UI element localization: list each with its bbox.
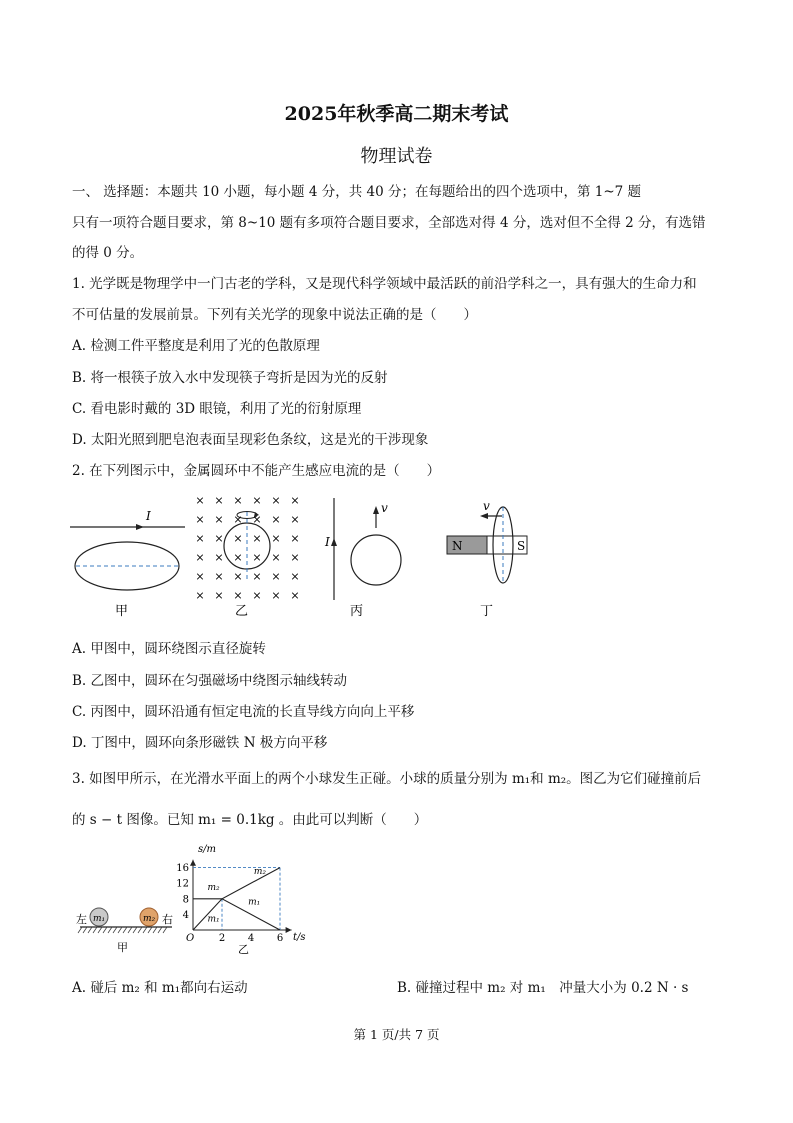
field-cross: × bbox=[290, 513, 300, 526]
series-label: m₂ bbox=[253, 866, 267, 877]
q3-figure-jia bbox=[76, 908, 173, 954]
q2-option-d: D. 丁图中，圆环向条形磁铁 N 极方向平移 bbox=[72, 735, 328, 751]
series-line-2 bbox=[193, 868, 280, 899]
velocity-label: v bbox=[381, 501, 388, 515]
q1-stem-line-2: 不可估量的发展前景。下列有关光学的现象中说法正确的是（ ） bbox=[72, 307, 477, 323]
field-cross: × bbox=[290, 551, 300, 564]
exam-title: 2025年秋季高二期末考试 bbox=[284, 103, 509, 125]
field-cross: × bbox=[195, 551, 205, 564]
current-label: I bbox=[146, 509, 151, 523]
field-cross: × bbox=[271, 494, 281, 507]
q3-option-a: A. 碰后 m₂ 和 m₁都向右运动 bbox=[72, 980, 248, 996]
q3-option-b: B. 碰撞过程中 m₂ 对 m₁ 冲量大小为 0.2 N · s bbox=[397, 980, 689, 996]
magnet-n-label: N bbox=[452, 539, 463, 553]
section-intro-line-1: 一、 选择题：本题共 10 小题，每小题 4 分，共 40 分；在每题给出的四个选项中，第 1~7 题 bbox=[72, 184, 642, 200]
right-label: 右 bbox=[162, 913, 173, 926]
ring-velocity-label: v bbox=[483, 499, 490, 513]
field-cross: × bbox=[233, 513, 243, 526]
field-cross: × bbox=[290, 532, 300, 545]
q2-option-a: A. 甲图中，圆环绕图示直径旋转 bbox=[72, 641, 266, 657]
field-cross: × bbox=[233, 494, 243, 507]
field-cross: × bbox=[252, 513, 262, 526]
field-cross: × bbox=[290, 494, 300, 507]
field-cross: × bbox=[252, 494, 262, 507]
field-cross: × bbox=[252, 570, 262, 583]
y-tick-label: 8 bbox=[182, 894, 189, 906]
q1-stem-line-1: 1. 光学既是物理学中一门古老的学科，又是现代科学领域中最活跃的前沿学科之一，具有强大的生命力和 bbox=[72, 276, 697, 292]
field-cross: × bbox=[195, 494, 205, 507]
q2-figure-yi bbox=[195, 494, 299, 619]
field-cross: × bbox=[214, 551, 224, 564]
chart-xlabel: t/s bbox=[293, 932, 306, 943]
q2-option-c: C. 丙图中，圆环沿通有恒定电流的长直导线方向向上平移 bbox=[72, 704, 415, 720]
left-label: 左 bbox=[76, 913, 87, 926]
field-cross: × bbox=[290, 589, 300, 602]
section-intro-line-2: 只有一项符合题目要求，第 8~10 题有多项符合题目要求，全部选对得 4 分，选对但不全得 2 分，有选错 bbox=[72, 215, 706, 231]
x-tick-label: 6 bbox=[276, 933, 284, 944]
field-cross: × bbox=[252, 532, 262, 545]
q2-figure-bing bbox=[324, 498, 401, 619]
field-cross: × bbox=[233, 570, 243, 583]
q3-figures bbox=[0, 838, 793, 963]
q3-chart bbox=[176, 844, 305, 956]
series-line-1 bbox=[193, 899, 280, 930]
chart-origin: O bbox=[186, 933, 195, 944]
field-cross: × bbox=[252, 551, 262, 564]
field-cross: × bbox=[271, 532, 281, 545]
series-label: m₁ bbox=[207, 914, 220, 925]
section-intro-line-3: 的得 0 分。 bbox=[72, 245, 144, 261]
q2-figure-ding bbox=[447, 499, 527, 619]
field-cross: × bbox=[271, 513, 281, 526]
series-label: m₁ bbox=[248, 897, 261, 908]
y-tick-label: 12 bbox=[176, 878, 189, 890]
x-tick-label: 2 bbox=[218, 933, 226, 944]
chart-ylabel: s/m bbox=[198, 844, 216, 855]
field-cross: × bbox=[195, 513, 205, 526]
fig-label-bing: 丙 bbox=[350, 604, 364, 619]
field-cross: × bbox=[233, 551, 243, 564]
page-footer: 第 1 页/共 7 页 bbox=[353, 1027, 440, 1042]
q1-option-a: A. 检测工件平整度是利用了光的色散原理 bbox=[72, 338, 320, 354]
field-cross: × bbox=[214, 532, 224, 545]
magnet-s-label: S bbox=[517, 539, 526, 553]
field-cross: × bbox=[214, 570, 224, 583]
q3-stem-line-1: 3. 如图甲所示，在光滑水平面上的两个小球发生正碰。小球的质量分别为 m₁和 m₂。图乙为它们碰撞前后 bbox=[72, 771, 702, 787]
ball-m1-label: m₁ bbox=[93, 914, 106, 924]
q2-stem: 2. 在下列图示中，金属圆环中不能产生感应电流的是（ ） bbox=[72, 463, 441, 479]
fig-label-jia: 甲 bbox=[117, 941, 128, 954]
field-cross: × bbox=[290, 570, 300, 583]
field-cross: × bbox=[271, 570, 281, 583]
fig-label-yi: 乙 bbox=[238, 943, 249, 956]
q2-figure-jia bbox=[70, 509, 185, 619]
y-tick-label: 4 bbox=[182, 909, 189, 921]
field-cross: × bbox=[214, 494, 224, 507]
q1-option-c: C. 看电影时戴的 3D 眼镜，利用了光的衍射原理 bbox=[72, 401, 362, 417]
x-tick-label: 4 bbox=[247, 933, 255, 944]
field-cross: × bbox=[271, 589, 281, 602]
field-cross: × bbox=[252, 589, 262, 602]
y-tick-label: 16 bbox=[176, 863, 189, 875]
field-cross: × bbox=[195, 589, 205, 602]
q2-figures bbox=[0, 490, 793, 625]
field-cross: × bbox=[233, 532, 243, 545]
field-cross: × bbox=[214, 589, 224, 602]
field-cross: × bbox=[271, 551, 281, 564]
q2-option-b: B. 乙图中，圆环在匀强磁场中绕图示轴线转动 bbox=[72, 673, 348, 689]
q3-stem-line-2: 的 s − t 图像。已知 m₁ = 0.1kg 。由此可以判断（ ） bbox=[72, 812, 428, 828]
ball-m2-label: m₂ bbox=[143, 914, 156, 924]
q1-option-b: B. 将一根筷子放入水中发现筷子弯折是因为光的反射 bbox=[72, 370, 388, 386]
fig-label-jia: 甲 bbox=[115, 604, 129, 619]
field-cross: × bbox=[195, 532, 205, 545]
series-label: m₂ bbox=[207, 883, 220, 894]
field-cross: × bbox=[214, 513, 224, 526]
fig-label-ding: 丁 bbox=[480, 604, 494, 619]
fig-label-yi: 乙 bbox=[235, 604, 249, 619]
exam-subtitle: 物理试卷 bbox=[360, 146, 433, 167]
wire-current-label: I bbox=[325, 535, 330, 549]
field-cross: × bbox=[195, 570, 205, 583]
field-cross: × bbox=[233, 589, 243, 602]
q1-option-d: D. 太阳光照到肥皂泡表面呈现彩色条纹，这是光的干涉现象 bbox=[72, 432, 429, 448]
